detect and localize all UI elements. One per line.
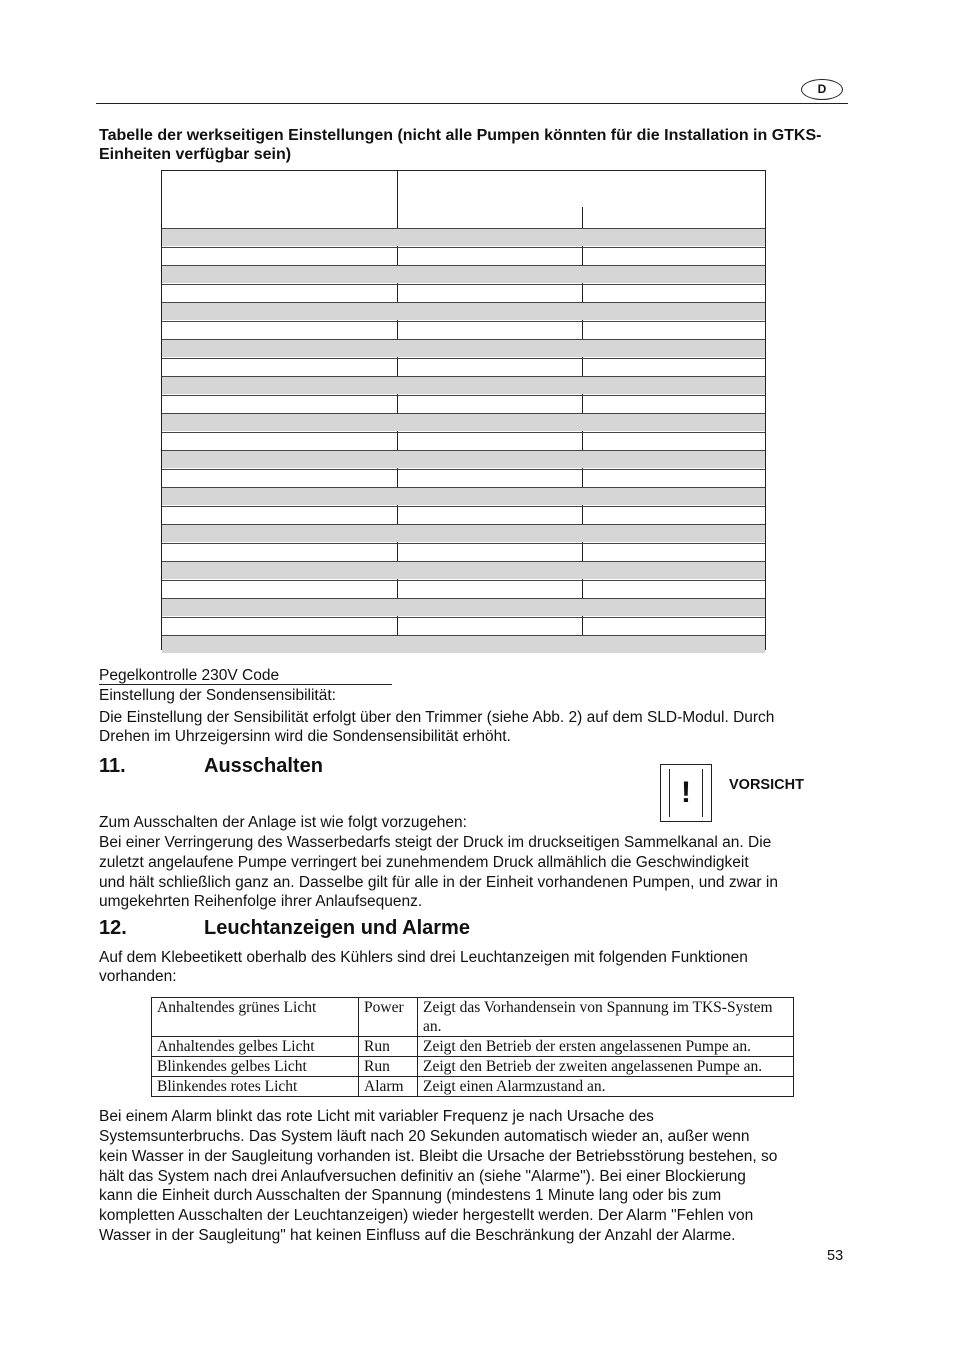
table-row (152, 1077, 794, 1097)
light-cell: Anhaltendes gelbes Licht (152, 1037, 359, 1057)
section-11-line: Bei einer Verringerung des Wasserbedarfs steigt der Druck im druckseitigen Sammelkanal an. Die (99, 834, 772, 851)
table-row (162, 339, 765, 357)
description-cell: Zeigt den Betrieb der ersten angelassenen Pumpe an. (418, 1037, 794, 1057)
table-row (162, 635, 765, 653)
table-row (162, 432, 765, 450)
table-row (162, 506, 765, 524)
warning-label: VORSICHT (729, 777, 804, 793)
table-row (162, 228, 765, 246)
exclamation-icon: ! (669, 769, 703, 817)
pegel-line: Einstellung der Sondensensibilität: (99, 687, 336, 704)
mode-cell: Run (359, 1057, 418, 1077)
factory-settings-table (161, 170, 766, 650)
alarm-line: Wasser in der Saugleitung" hat keinen Einfluss auf die Beschränkung der Anzahl der Alarme. (99, 1227, 736, 1244)
alarm-line: Systemsunterbruchs. Das System läuft nach 20 Sekunden automatisch wieder an, außer wenn (99, 1128, 750, 1145)
light-cell: Blinkendes gelbes Licht (152, 1057, 359, 1077)
alarm-line: Bei einem Alarm blinkt das rote Licht mit variabler Frequenz je nach Ursache des (99, 1108, 654, 1125)
table-row (162, 247, 765, 265)
table-row (162, 487, 765, 505)
pegel-line: Drehen im Uhrzeigersinn wird die Sondensensibilität erhöht. (99, 728, 511, 745)
table-row (162, 358, 765, 376)
table-row (162, 302, 765, 320)
alarm-line: kein Wasser in der Saugleitung vorhanden ist. Bleibt die Ursache der Betriebsstörung bestehen, so (99, 1148, 778, 1165)
light-cell: Anhaltendes grünes Licht (152, 998, 359, 1037)
table-row (162, 265, 765, 283)
section-11-title: Ausschalten (204, 755, 323, 777)
table-row (162, 561, 765, 579)
table-row (162, 321, 765, 339)
section-11-number: 11. (99, 755, 126, 777)
section-11-line: und hält schließlich ganz an. Dasselbe gilt für alle in der Einheit vorhandenen Pumpen, und zwar in (99, 874, 778, 891)
page-number: 53 (827, 1248, 844, 1264)
section-12-title: Leuchtanzeigen und Alarme (204, 917, 470, 939)
table-row (162, 395, 765, 413)
alarm-line: kompletten Ausschalten der Leuchtanzeigen) wieder hergestellt werden. Der Alarm "Fehlen von (99, 1207, 754, 1224)
table-row (162, 450, 765, 468)
table-row (162, 543, 765, 561)
alarm-line: kann die Einheit durch Ausschalten der Spannung (mindestens 1 Minute lang oder bis zum (99, 1187, 722, 1204)
section-11-line: umgekehrten Reihenfolge ihrer Anlaufsequenz. (99, 893, 423, 910)
table-row (162, 580, 765, 598)
table-row (162, 413, 765, 431)
table-row (162, 284, 765, 302)
pegel-underline (99, 684, 392, 685)
alarm-line: hält das System nach drei Anlaufversuchen definitiv an (siehe "Alarme"). Bei einer Blockierung (99, 1168, 746, 1185)
table-row (162, 598, 765, 616)
factory-table-title: Tabelle der werkseitigen Einstellungen (nicht alle Pumpen könnten für die Installation in GTKS-Einheiten verfügbar sein) (99, 127, 822, 163)
pegel-label: Pegelkontrolle 230V Code (99, 667, 280, 684)
pegel-line: Die Einstellung der Sensibilität erfolgt über den Trimmer (siehe Abb. 2) auf dem SLD-Modul. Durch (99, 709, 775, 726)
table-row (162, 469, 765, 487)
light-cell: Blinkendes rotes Licht (152, 1077, 359, 1097)
language-badge: D (801, 79, 843, 100)
table-row (162, 617, 765, 635)
table-row (152, 1057, 794, 1077)
description-cell: Zeigt das Vorhandensein von Spannung im TKS-System an. (418, 998, 794, 1037)
table-row (162, 524, 765, 542)
mode-cell: Run (359, 1037, 418, 1057)
section-11-line: Zum Ausschalten der Anlage ist wie folgt vorzugehen: (99, 814, 467, 831)
section-11-line: zuletzt angelaufene Pumpe verringert bei zunehmendem Druck allmählich die Geschwindigkeit (99, 854, 749, 871)
mode-cell: Power (359, 998, 418, 1037)
section-12-intro-line: vorhanden: (99, 968, 177, 985)
table-row (162, 376, 765, 394)
section-12-intro-line: Auf dem Klebeetikett oberhalb des Kühlers sind drei Leuchtanzeigen mit folgenden Funktionen (99, 949, 748, 966)
description-cell: Zeigt den Betrieb der zweiten angelassenen Pumpe an. (418, 1057, 794, 1077)
table-row (152, 1037, 794, 1057)
description-cell: Zeigt einen Alarmzustand an. (418, 1077, 794, 1097)
lights-table (151, 997, 794, 1097)
table-row (152, 998, 794, 1037)
mode-cell: Alarm (359, 1077, 418, 1097)
section-12-number: 12. (99, 917, 127, 939)
header-rule (96, 103, 848, 104)
